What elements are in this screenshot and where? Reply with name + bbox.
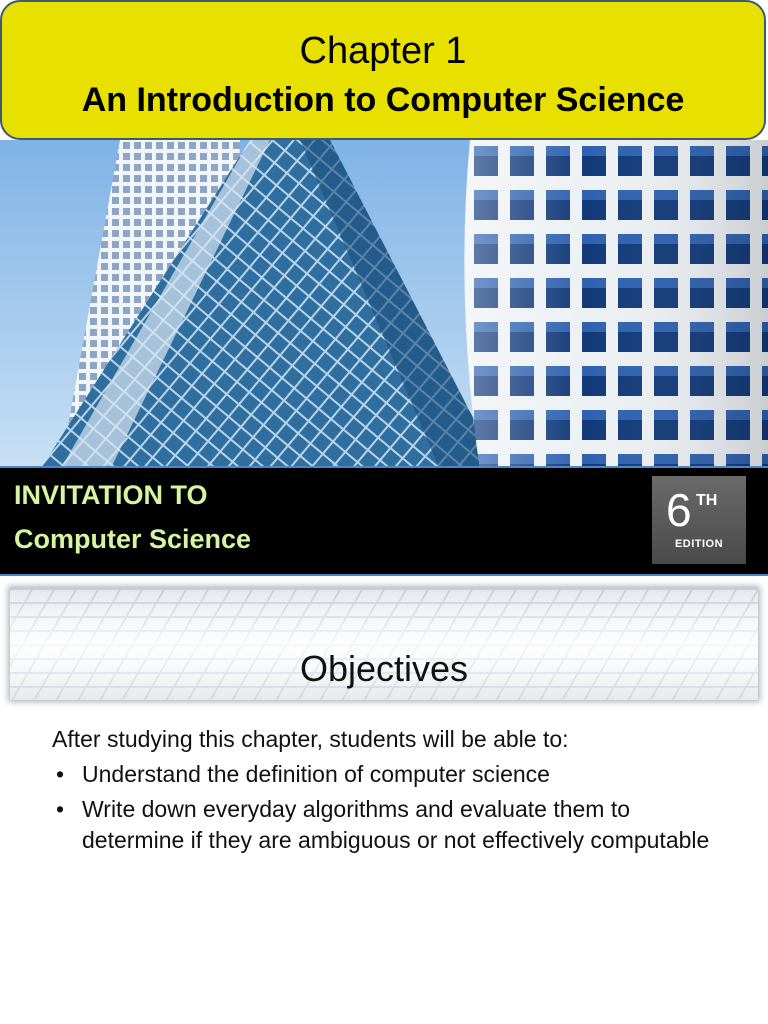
objectives-slide <box>0 578 768 1024</box>
edition-suffix: TH <box>696 492 718 509</box>
chapter-title: Chapter 1 <box>299 30 467 72</box>
title-box <box>0 0 766 140</box>
list-item-text: Understand the definition of computer science <box>82 761 550 787</box>
objectives-body <box>52 724 732 860</box>
building-photo <box>0 140 768 470</box>
list-item <box>52 794 732 856</box>
chapter-subtitle: An Introduction to Computer Science <box>81 81 685 119</box>
edition-label: EDITION <box>674 538 724 550</box>
intro-text: After studying this chapter, students will be able to: <box>52 726 569 752</box>
brand-line-2: Computer Science <box>14 524 252 554</box>
edition-number: 6 <box>666 484 692 536</box>
list-item-text: Write down everyday algorithms and evaluate them to determine if they are ambiguous or not effectively computable <box>82 796 710 853</box>
book-brand-band <box>0 466 768 576</box>
list-item <box>52 759 732 790</box>
bullet-icon: • <box>56 761 65 787</box>
objectives-banner <box>10 588 758 700</box>
bullet-icon: • <box>56 796 65 822</box>
edition-badge <box>652 476 746 564</box>
brand-line-1: INVITATION TO <box>14 480 208 510</box>
objectives-heading: Objectives <box>299 648 469 689</box>
